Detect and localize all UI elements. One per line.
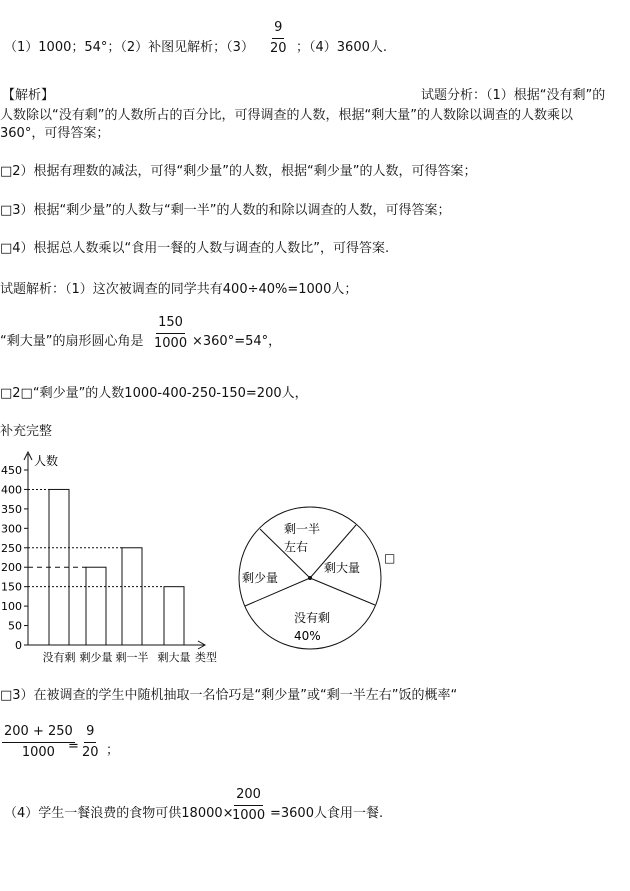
solution-line1: 试题解析：（1）这次被调查的同学共有400÷40%=1000人；: [0, 282, 358, 297]
pie-divider: [310, 578, 375, 605]
x-tick-label: 剩少量: [79, 651, 113, 664]
analysis-intro-line2: 人数除以“没有剩”的人数所占的百分比，可得调查的人数，根据“剩大量”的人数除以调查的人数乘以: [0, 108, 573, 123]
solution-line6-prefix: （4）学生一餐浪费的食物可供18000×: [4, 806, 234, 821]
bar: [164, 587, 184, 645]
pie-label-half: 剩一半: [284, 522, 321, 536]
bar: [122, 548, 142, 645]
bar: [86, 567, 106, 645]
y-tick-label: 350: [1, 502, 22, 516]
solution-line2-fraction: [154, 315, 187, 352]
x-tick-label: 没有剩: [42, 651, 76, 664]
y-tick-label: 0: [15, 639, 22, 652]
probability-equals: =: [68, 739, 79, 754]
probability-denominator: 1000: [21, 745, 55, 760]
x-tick-label: 剩一半: [115, 651, 149, 664]
pie-label-small: 剩少量: [242, 571, 279, 585]
pie-chart: [232, 500, 402, 660]
pie-stray-mark: □: [384, 551, 396, 565]
probability-result-denominator: 20: [82, 745, 99, 760]
y-tick-label: 450: [1, 464, 22, 477]
y-tick-label: 50: [8, 619, 22, 633]
pie-label-large: 剩大量: [324, 561, 361, 575]
solution-line4: 补充完整: [0, 424, 53, 439]
y-tick-label: 300: [1, 522, 22, 536]
solution-line6-fraction: [232, 787, 265, 824]
analysis-step4: □4）根据总人数乘以“食用一餐的人数与调查的人数比”，可得答案.: [0, 241, 390, 256]
answer-fraction-denominator: 20: [270, 41, 287, 56]
solution-line2-denominator: 1000: [154, 336, 188, 351]
pie-label-percent: 40%: [294, 629, 321, 643]
probability-numerator: 200 + 250: [2, 724, 75, 743]
analysis-step3: □3）根据“剩少量”的人数与“剩一半”的人数的和除以调查的人数，可得答案；: [0, 203, 451, 218]
y-tick-label: 100: [1, 600, 22, 614]
analysis-intro-head: 试题分析：（1）根据“没有剩”的: [421, 88, 606, 103]
solution-line6-numerator: 200: [234, 787, 263, 806]
answer-text-part1: （1）1000；54°；（2）补图见解析；（3）: [4, 40, 254, 55]
analysis-intro-line3: 360°，可得答案；: [0, 126, 110, 141]
analysis-step2: □2）根据有理数的减法，可得“剩少量”的人数，根据“剩少量”的人数，可得答案；: [0, 164, 477, 179]
answer-text-part2: ；（4）3600人.: [296, 40, 387, 55]
y-tick-label: 200: [1, 561, 22, 575]
pie-label-none: 没有剩: [294, 611, 331, 625]
solution-line2-numerator: 150: [156, 315, 185, 334]
analysis-tag: 【解析】: [2, 88, 55, 103]
answer-fraction-numerator: 9: [272, 20, 284, 39]
y-tick-label: 400: [1, 483, 22, 497]
solution-line2-suffix: ×360°=54°，: [192, 334, 282, 349]
probability-tail: ；: [106, 743, 120, 758]
probability-result-numerator: 9: [84, 724, 96, 743]
solution-line5: □3）在被调查的学生中随机抽取一名恰巧是“剩少量”或“剩一半左右”饭的概率“: [0, 688, 458, 703]
probability-fraction: [2, 724, 75, 761]
y-axis-label: 人数: [34, 454, 59, 468]
solution-line6-denominator: 1000: [232, 808, 266, 823]
y-tick-label: 150: [1, 580, 22, 594]
pie-center: [308, 576, 312, 580]
pie-label-half-2: 左右: [284, 540, 309, 554]
x-tick-label: 剩大量: [157, 651, 191, 664]
solution-line6-suffix: =3600人食用一餐.: [270, 806, 384, 821]
solution-line2-prefix: “剩大量”的扇形圆心角是: [0, 334, 144, 349]
answer-fraction: [270, 20, 287, 57]
x-axis-label: 类型: [195, 651, 217, 664]
y-tick-label: 250: [1, 541, 22, 555]
probability-result: [82, 724, 99, 761]
bar-chart: [0, 448, 230, 668]
solution-line3: □2□“剩少量”的人数1000-400-250-150=200人，: [0, 386, 308, 401]
